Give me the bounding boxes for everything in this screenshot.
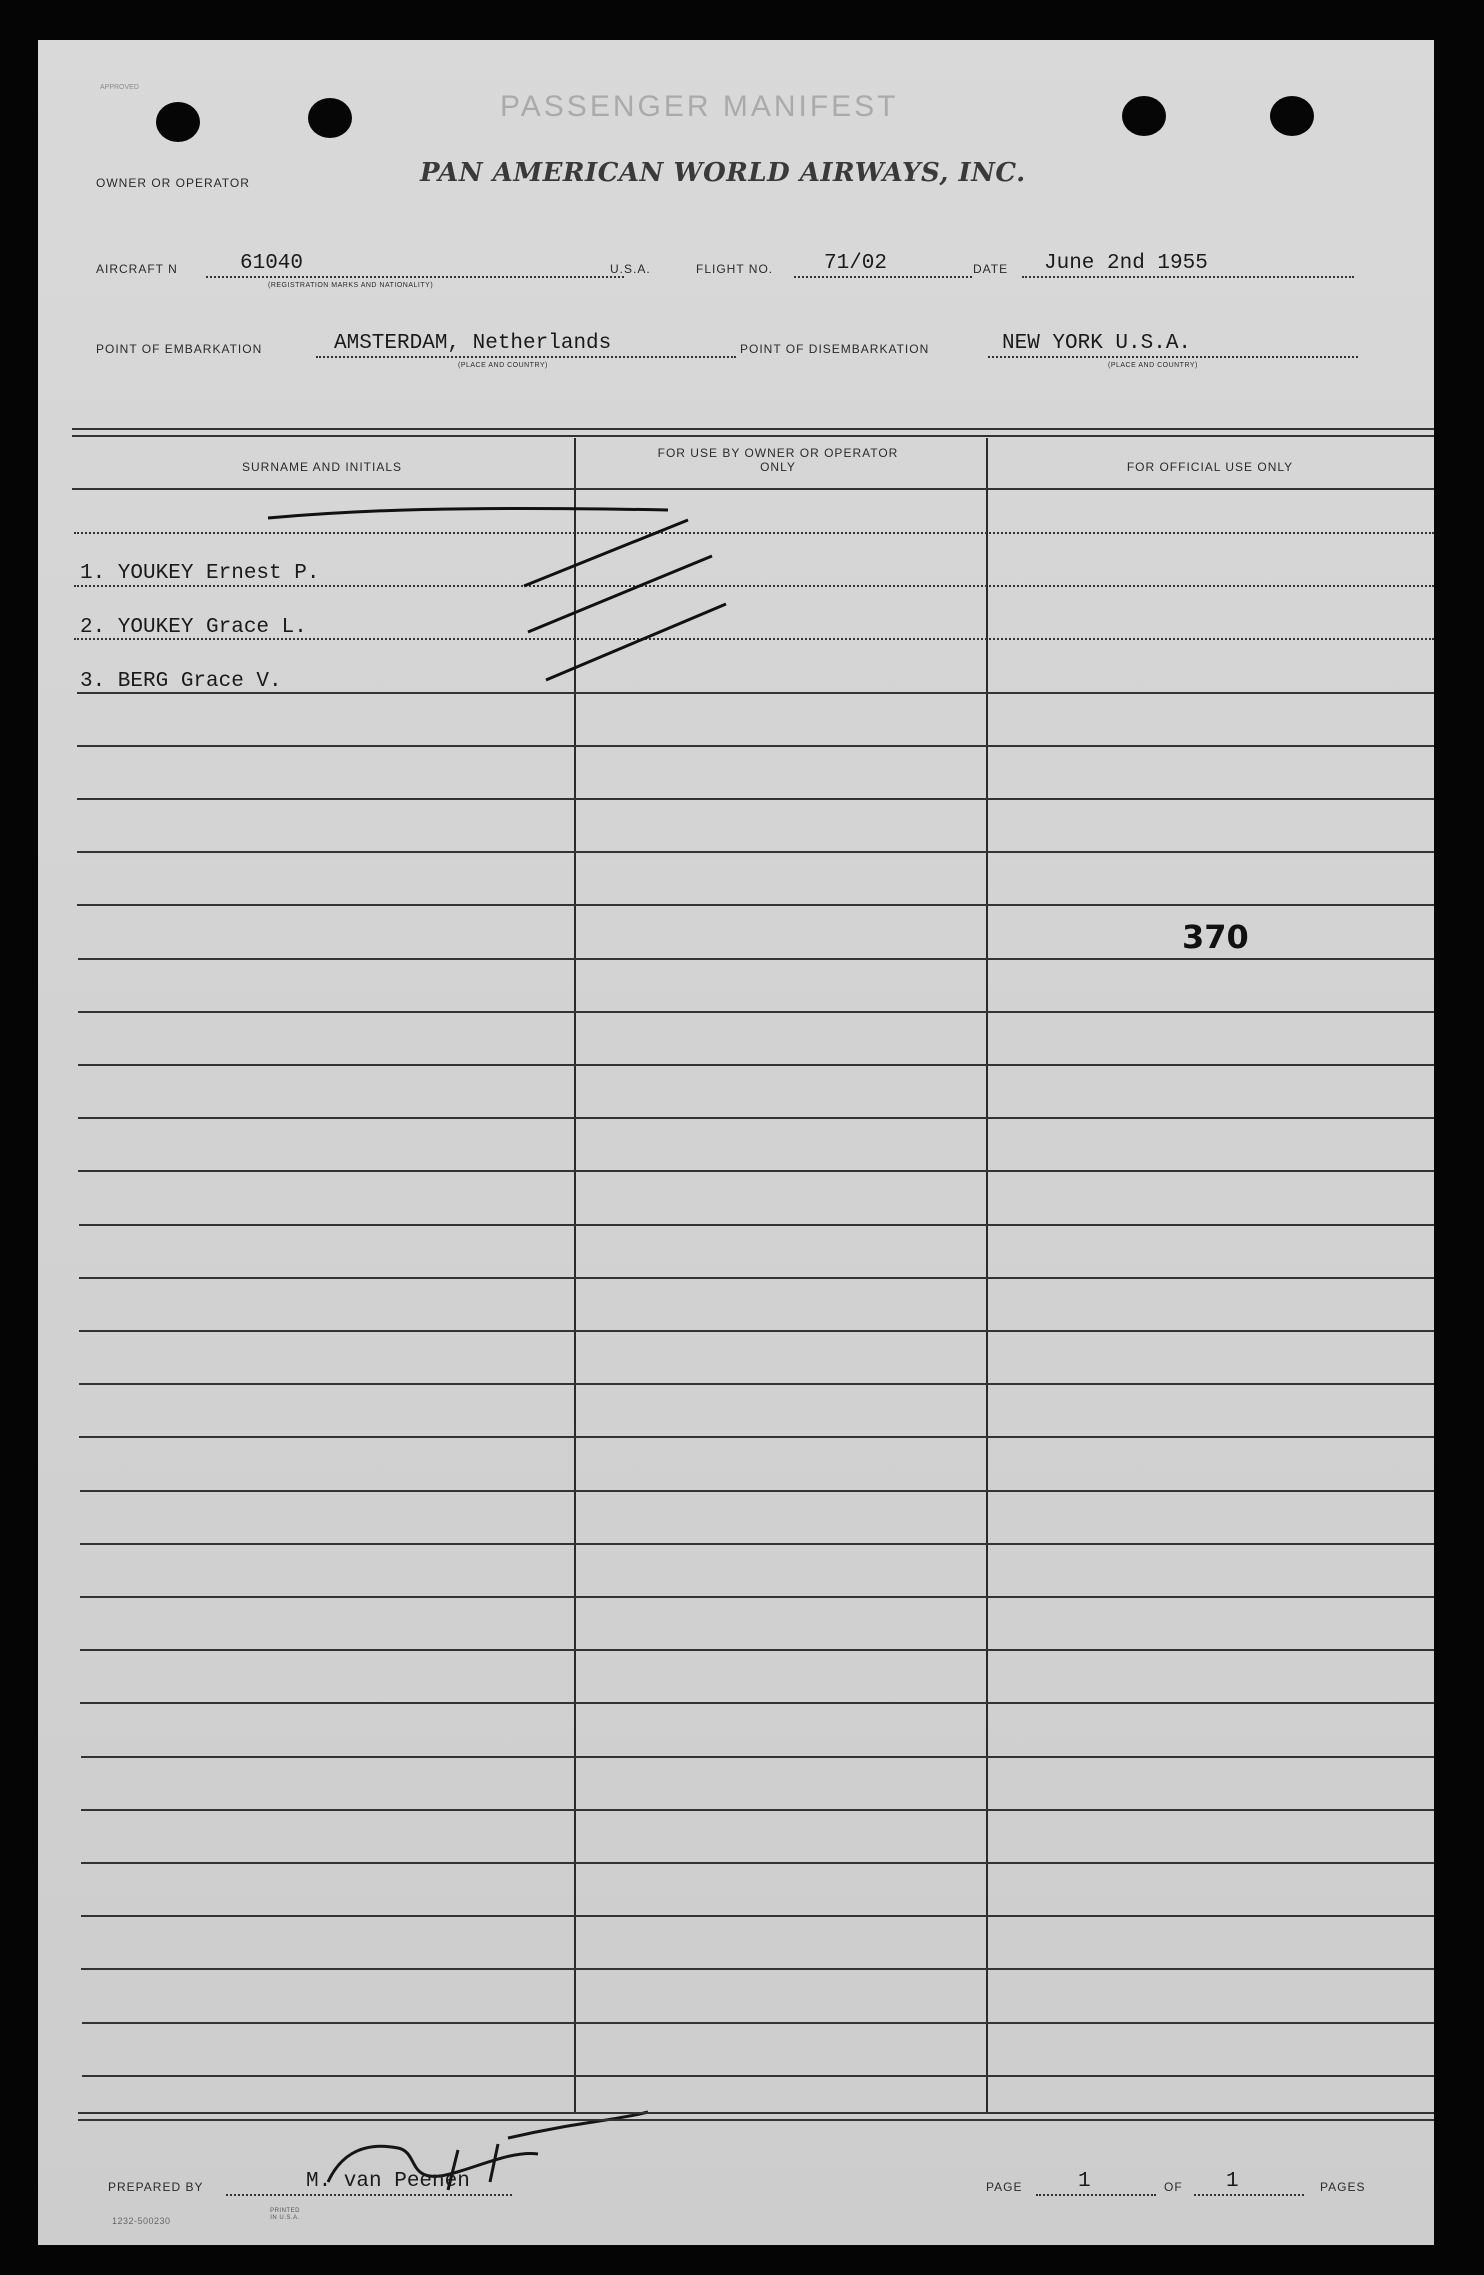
usa-label: U.S.A.	[610, 262, 651, 276]
header-surname: SURNAME AND INITIALS	[241, 460, 403, 474]
of-label: OF	[1164, 2180, 1183, 2194]
pen-stroke-icon	[268, 508, 668, 518]
embarkation-label: POINT OF EMBARKATION	[96, 342, 263, 356]
approved-text: APPROVED	[100, 84, 139, 91]
flight-value: 71/02	[824, 252, 888, 275]
date-label: DATE	[973, 262, 1009, 276]
of-value: 1	[1226, 2170, 1239, 2193]
page-value: 1	[1078, 2170, 1091, 2193]
pen-marks	[38, 40, 1434, 2245]
aircraft-value: 61040	[240, 252, 304, 275]
registration-note: (REGISTRATION MARKS AND NATIONALITY)	[268, 282, 434, 289]
form-number: 1232-500230	[112, 2216, 171, 2226]
table-bottom-border	[78, 2112, 1434, 2121]
printed-note: PRINTED IN U.S.A.	[270, 2208, 300, 2221]
passenger-row-2: 2. YOUKEY Grace L.	[80, 616, 307, 639]
passenger-row-3: 3. BERG Grace V.	[80, 670, 282, 693]
disembarkation-note: (PLACE AND COUNTRY)	[1108, 362, 1198, 369]
date-value: June 2nd 1955	[1044, 252, 1208, 275]
passenger-row-1: 1. YOUKEY Ernest P.	[80, 562, 320, 585]
form-title: PASSENGER MANIFEST	[500, 90, 899, 123]
page-label: PAGE	[986, 2180, 1023, 2194]
prepared-by-label: PREPARED BY	[108, 2180, 204, 2194]
aircraft-label: AIRCRAFT N	[96, 262, 178, 276]
owner-value: PAN AMERICAN WORLD AIRWAYS, INC.	[420, 158, 1026, 188]
of-underline	[1194, 2194, 1304, 2196]
prepared-by-underline	[226, 2194, 512, 2196]
embarkation-note: (PLACE AND COUNTRY)	[458, 362, 548, 369]
header-owner-use: FOR USE BY OWNER OR OPERATOR ONLY	[657, 446, 899, 474]
pages-label: PAGES	[1320, 2180, 1366, 2194]
disembarkation-label: POINT OF DISEMBARKATION	[740, 342, 930, 356]
embarkation-value: AMSTERDAM, Netherlands	[334, 332, 612, 355]
header-official-use: FOR OFFICIAL USE ONLY	[1126, 460, 1294, 474]
prepared-by-value: M. van Peenen	[306, 2170, 470, 2193]
flight-label: FLIGHT NO.	[696, 262, 774, 276]
disembarkation-value: NEW YORK U.S.A.	[1002, 332, 1192, 355]
manifest-sheet	[38, 40, 1434, 2245]
page-underline	[1036, 2194, 1156, 2196]
owner-label: OWNER OR OPERATOR	[96, 176, 250, 190]
check-stroke-icon	[546, 604, 726, 680]
official-number: 370	[1182, 918, 1249, 956]
